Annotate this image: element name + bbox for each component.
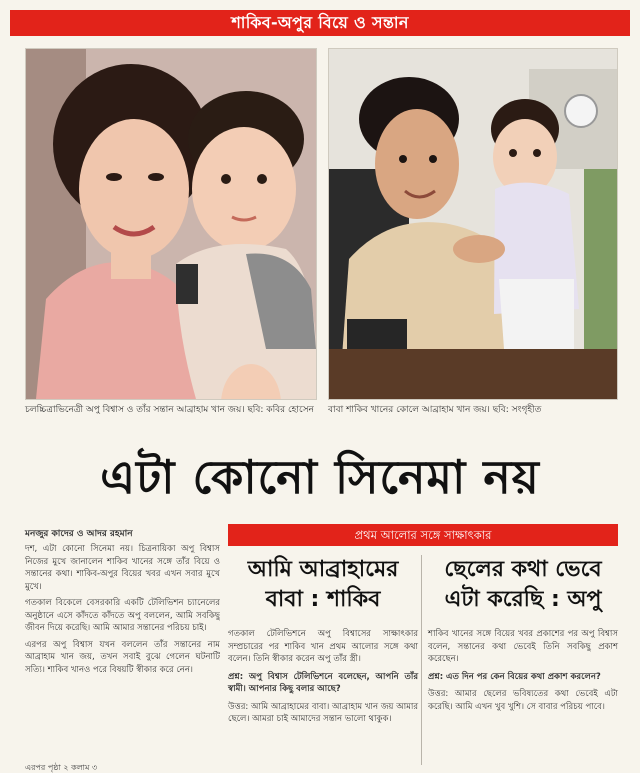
interview-shakib-title-block: [228, 555, 418, 615]
interview-apu-title: ছেলের কথা ভেবে এটা করেছি : অপু: [444, 557, 602, 612]
interview-answer: উত্তর: আমি আব্রাহামের বাবা। আব্রাহাম খান জয় আমার ছেলে। আমরা চাই আমাদের সন্তান ভালো থাকুক।: [228, 701, 418, 724]
continued-note: এরপর পৃষ্ঠা ২ কলাম ৩: [25, 763, 98, 772]
left-photo-caption: চলচ্চিত্রাভিনেত্রী অপু বিশ্বাস ও তাঁর সন্তান আব্রাহাম খান জয়। ছবি: কবির হোসেন: [25, 405, 314, 415]
interview-question: প্রশ্ন: অপু বিশ্বাস টেলিভিশনে বলেছেন, আপনি তাঁর স্বামী। আপনার কিছু বলার আছে?: [228, 671, 418, 694]
interview-intro: গতকাল টেলিভিশনে অপু বিশ্বাসের সাক্ষাৎকার সম্প্রচারের পর শাকিব খান প্রথম আলোর সঙ্গে কথা বলেন। তিনি স্বীকার করেন অপু তাঁর স্ত্রী।: [228, 629, 418, 664]
interview-question: প্রশ্ন: এত দিন পর কেন বিয়ের কথা প্রকাশ করলেন?: [428, 671, 601, 682]
main-story-column: [25, 543, 220, 768]
interview-shakib-body: [228, 628, 418, 731]
interview-shakib-title: আমি আব্রাহামের বাবা : শাকিব: [247, 557, 399, 612]
interview-answer: উত্তর: আমার ছেলের ভবিষ্যতের কথা ভেবেই এটা করেছি। আমি এখন খুব খুশি। সে বাবার পরিচয় পাবে।: [428, 689, 618, 712]
photo-mother-and-child: [25, 48, 317, 400]
father-child-illustration: [329, 49, 617, 399]
story-paragraph: গতকাল বিকেলে বেসরকারি একটি টেলিভিশন চ্যানেলের অনুষ্ঠানে এসে কাঁদতে কাঁদতে অপু বললেন, আমি সবকিছু জীবন দিয়ে করেছি। আমি আমার সন্তানের পরিচয় চাই।: [25, 598, 220, 633]
interview-apu-body: [428, 628, 618, 718]
main-headline: এটা কোনো সিনেমা নয়: [100, 450, 540, 504]
mother-child-illustration: [26, 49, 316, 399]
byline: মনজুর কাদের ও আদর রহমান: [25, 529, 133, 539]
interview-intro: শাকিব খানের সঙ্গে বিয়ের খবর প্রকাশের পর অপু বিশ্বাস বলেন, সন্তানের কথা ভেবেই তিনি সবকিছু প্রকাশ করেছেন।: [428, 629, 618, 664]
interview-apu-title-block: [428, 555, 618, 615]
photo-father-and-child: [328, 48, 618, 400]
section-title-bar: শাকিব-অপুর বিয়ে ও সন্তান: [10, 10, 630, 36]
story-paragraph: দশ, এটা কোনো সিনেমা নয়। চিত্রনায়িকা অপু বিশ্বাস নিজের মুখে জানালেন শাকিব খানের সঙ্গে তাঁর বিয়ে ও সন্তানের কথা। শাকিব-অপুর বিয়ের খবর এখন সবার মুখে মুখে।: [25, 544, 220, 592]
column-divider: [421, 555, 422, 765]
right-photo-caption: বাবা শাকিব খানের কোলে আব্রাহাম খান জয়। ছবি: সংগৃহীত: [328, 405, 542, 415]
interview-section-bar: প্রথম আলোর সঙ্গে সাক্ষাৎকার: [228, 524, 618, 546]
story-paragraph: এরপর অপু বিশ্বাস যখন বললেন তাঁর সন্তানের নাম আব্রাহাম খান জয়, তখন সবাই বুঝে গেলেন ঘটনাটি সত্যি। শাকিব খানও পরে বিষয়টি স্বীকার করে নেন।: [25, 639, 220, 675]
